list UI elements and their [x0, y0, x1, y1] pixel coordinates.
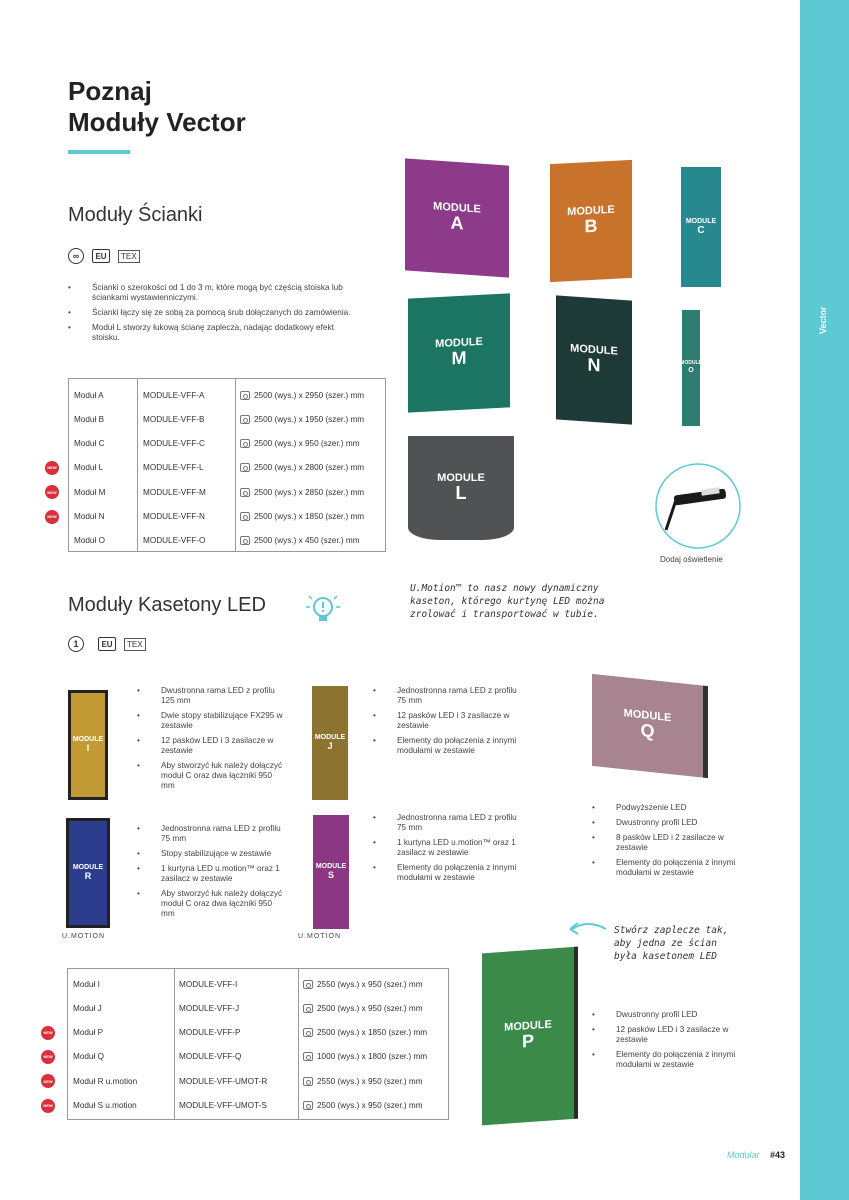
module-a-letter: A	[450, 212, 464, 234]
module-j-bullets	[373, 686, 523, 761]
dimension-icon	[240, 439, 250, 448]
module-dims-cell	[303, 1004, 423, 1013]
module-s-letter: S	[327, 869, 334, 880]
table-divider	[137, 379, 138, 551]
module-code-cell: MODULE-VFF-C	[143, 439, 205, 449]
dimension-icon	[303, 1077, 313, 1086]
list-item: • Dwie stopy stabilizujące FX295 w zestawie	[137, 711, 287, 731]
table-row	[68, 534, 360, 548]
dims-text: 2500 (wys.) x 2950 (szer.) mm	[254, 390, 365, 400]
module-r-label: MODULE	[72, 864, 104, 872]
module-name-cell: Moduł I	[73, 979, 100, 989]
dimension-icon	[303, 1101, 313, 1110]
new-badge: NEW	[41, 1074, 55, 1088]
module-m-panel	[408, 293, 510, 412]
module-dims-cell	[303, 1028, 427, 1037]
module-n-panel	[556, 295, 632, 424]
tex-cert-icon: TEX	[124, 638, 146, 651]
module-o-label: MODULE	[680, 360, 702, 367]
module-r-letter: R	[84, 870, 92, 881]
lighting-caption: Dodaj oświetlenie	[660, 555, 723, 564]
module-n-letter: N	[587, 354, 601, 376]
table-row	[68, 485, 365, 499]
dimension-icon	[240, 512, 250, 521]
module-code-cell: MODULE-VFF-N	[143, 512, 205, 521]
module-dims-cell	[240, 512, 364, 521]
list-item: • Dwustronny profil LED	[592, 1010, 752, 1020]
module-name-cell: Moduł J	[73, 1003, 102, 1013]
module-dims-cell	[240, 391, 364, 400]
module-j-label: MODULE	[314, 734, 346, 742]
list-item: • Jednostronna rama LED z profilu 75 mm	[137, 824, 287, 844]
module-i-label: MODULE	[72, 736, 104, 744]
module-j-letter: J	[327, 740, 333, 751]
module-q-label: MODULE	[623, 707, 672, 725]
dims-text: 2500 (wys.) x 1850 (szer.) mm	[254, 512, 365, 521]
dims-text: 2500 (wys.) x 2800 (szer.) mm	[254, 463, 365, 473]
module-q-bullets	[592, 803, 752, 883]
dims-text: 2550 (wys.) x 950 (szer.) mm	[317, 979, 423, 989]
module-b-panel	[550, 160, 632, 282]
module-name-cell: Moduł Q	[73, 1052, 104, 1062]
dimension-icon	[303, 1052, 313, 1061]
module-i-letter: I	[86, 742, 90, 753]
module-name-cell: Moduł S u.motion	[73, 1101, 137, 1110]
module-r-bullets	[137, 824, 287, 924]
new-badge: NEW	[41, 1026, 55, 1040]
dims-text: 1000 (wys.) x 1800 (szer.) mm	[317, 1052, 428, 1062]
list-item: • Elementy do połączenia z innymi modułami w zestawie	[373, 863, 523, 883]
module-name-cell: Moduł A	[74, 390, 104, 400]
module-p-bullets	[592, 1010, 752, 1075]
module-p-panel	[482, 947, 578, 1126]
module-c-letter: C	[697, 225, 705, 237]
lighting-image	[654, 462, 742, 550]
dimension-icon	[240, 463, 250, 472]
module-code-cell: MODULE-VFF-J	[179, 1003, 240, 1013]
module-dims-cell	[303, 1077, 423, 1086]
dims-text: 2500 (wys.) x 950 (szer.) mm	[254, 439, 360, 449]
module-s-label: MODULE	[315, 863, 347, 871]
module-m-letter: M	[451, 347, 467, 369]
module-code-cell: MODULE-VFF-Q	[179, 1052, 242, 1062]
module-code-cell: MODULE-VFF-A	[143, 390, 205, 400]
module-name-cell: Moduł N	[74, 512, 105, 521]
dimension-icon	[303, 1028, 313, 1037]
table-row	[67, 1050, 428, 1064]
dimension-icon	[240, 488, 250, 497]
module-dims-cell	[240, 536, 360, 545]
table-row	[68, 461, 365, 475]
section1-bullets	[68, 283, 358, 348]
module-dims-cell	[240, 463, 364, 472]
list-item: • Ścianki łączy się ze sobą za pomocą śrub dołączanych do zamówienia.	[68, 308, 358, 318]
umotion-note	[410, 582, 604, 621]
module-q-panel	[592, 674, 708, 778]
module-b-label: MODULE	[567, 203, 615, 219]
backwall-note-line: była kasetonem LED	[614, 951, 717, 962]
table-row	[68, 437, 360, 451]
module-code-cell: MODULE-VFF-UMOT-S	[179, 1101, 267, 1110]
list-item: • Aby stworzyć łuk należy dołączyć moduł C oraz dwa łączniki 950 mm	[137, 761, 287, 791]
module-i-panel	[68, 690, 108, 800]
module-code-cell: MODULE-VFF-O	[143, 536, 206, 546]
umotion-logo-r: U.MOTION	[62, 933, 105, 940]
list-item: • 12 pasków LED i 3 zasilacze w zestawie	[592, 1025, 752, 1045]
module-q-letter: Q	[640, 720, 655, 742]
list-item: • Elementy do połączenia z innymi modułami w zestawie	[373, 736, 523, 756]
section2-heading: Moduły Kasetony LED	[68, 594, 266, 616]
table-row	[68, 412, 365, 426]
dims-text: 2550 (wys.) x 950 (szer.) mm	[317, 1076, 423, 1086]
module-dims-cell	[303, 980, 423, 989]
list-item: • Jednostronna rama LED z profilu 75 mm	[373, 686, 523, 706]
dimension-icon	[303, 980, 313, 989]
module-code-cell: MODULE-VFF-P	[179, 1028, 241, 1038]
title-line1: Poznaj	[68, 76, 152, 106]
table-divider	[174, 969, 175, 1119]
title-underline	[68, 150, 130, 154]
module-dims-cell	[240, 488, 364, 497]
list-item: • 12 pasków LED i 3 zasilacze w zestawie	[137, 736, 287, 756]
module-l-panel	[408, 436, 514, 540]
table-row	[67, 1099, 423, 1113]
list-item: • Podwyższenie LED	[592, 803, 752, 813]
module-a-label: MODULE	[433, 200, 481, 216]
list-item: • Elementy do połączenia z innymi modułami w zestawie	[592, 1050, 752, 1070]
module-dims-cell	[240, 439, 360, 448]
side-label: Vector	[818, 306, 828, 334]
new-badge: NEW	[45, 461, 59, 475]
module-j-panel	[312, 686, 348, 800]
new-badge: NEW	[45, 510, 59, 524]
table-divider	[235, 379, 236, 551]
module-code-cell: MODULE-VFF-M	[143, 487, 206, 497]
module-i-bullets	[137, 686, 287, 796]
list-item: • Aby stworzyć łuk należy dołączyć moduł C oraz dwa łączniki 950 mm	[137, 889, 287, 919]
module-name-cell: Moduł M	[74, 487, 106, 497]
lightbulb-icon	[306, 591, 340, 627]
new-badge: NEW	[45, 485, 59, 499]
module-dims-cell	[240, 415, 364, 424]
table-row	[68, 388, 365, 402]
new-badge: NEW	[41, 1099, 55, 1113]
page-number: #43	[769, 1150, 785, 1160]
module-n-label: MODULE	[570, 342, 618, 358]
section1-heading: Moduły Ścianki	[68, 204, 203, 226]
dimension-icon	[240, 536, 250, 545]
new-badge: NEW	[41, 1050, 55, 1064]
one-year-cert-icon: 1	[68, 636, 84, 652]
umotion-note-line: U.Motion™ to nasz nowy dynamiczny	[410, 583, 599, 594]
list-item: • Moduł L stworzy łukową ścianę zaplecza, nadając dodatkowy efekt stoisku.	[68, 323, 358, 343]
module-name-cell: Moduł C	[74, 439, 105, 449]
dimension-icon	[240, 415, 250, 424]
dims-text: 2500 (wys.) x 450 (szer.) mm	[254, 536, 360, 546]
module-name-cell: Moduł B	[74, 414, 105, 424]
module-dims-cell	[303, 1101, 423, 1110]
list-item: • Dwustronny profil LED	[592, 818, 752, 828]
umotion-note-line: kaseton, którego kurtynę LED można	[410, 596, 605, 607]
module-name-cell: Moduł L	[74, 463, 104, 473]
dims-text: 2500 (wys.) x 1950 (szer.) mm	[254, 414, 365, 424]
eu-cert-icon: EU	[92, 249, 110, 263]
module-name-cell: Moduł P	[73, 1028, 104, 1038]
dimension-icon	[240, 391, 250, 400]
module-b-letter: B	[584, 215, 598, 237]
table-row	[67, 1026, 428, 1040]
backwall-note-line: Stwórz zaplecze tak,	[614, 925, 729, 936]
side-color-bar	[800, 0, 849, 1200]
module-p-letter: P	[521, 1030, 534, 1052]
module-r-panel	[66, 818, 110, 928]
led-spec-table	[67, 968, 449, 1120]
dims-text: 2500 (wys.) x 950 (szer.) mm	[317, 1101, 423, 1110]
module-code-cell: MODULE-VFF-I	[179, 979, 238, 989]
infinity-cert-icon: ∞	[68, 248, 84, 264]
backwall-note	[614, 924, 728, 963]
module-dims-cell	[303, 1052, 427, 1061]
curved-arrow-icon	[566, 917, 608, 939]
module-name-cell: Moduł R u.motion	[73, 1076, 138, 1086]
module-a-panel	[405, 158, 509, 277]
section2-certs	[68, 636, 146, 652]
table-row	[67, 977, 423, 991]
module-c-panel	[681, 167, 721, 287]
module-l-label: MODULE	[437, 472, 485, 485]
module-name-cell: Moduł O	[74, 536, 105, 546]
module-code-cell: MODULE-VFF-L	[143, 463, 204, 473]
module-o-panel	[682, 310, 700, 426]
backwall-note-line: aby jedna ze ścian	[614, 938, 717, 949]
list-item: • Stopy stabilizujące w zestawie	[137, 849, 287, 859]
list-item: • 1 kurtyna LED u.motion™ oraz 1 zasilacz w zestawie	[137, 864, 287, 884]
page-footer	[727, 1150, 785, 1160]
list-item: • 1 kurtyna LED u.motion™ oraz 1 zasilacz w zestawie	[373, 838, 523, 858]
module-code-cell: MODULE-VFF-B	[143, 414, 205, 424]
section1-certs	[68, 248, 140, 264]
dims-text: 2500 (wys.) x 950 (szer.) mm	[317, 1003, 423, 1013]
module-l-letter: L	[455, 483, 467, 504]
umotion-note-line: zrolować i transportować w tubie.	[410, 609, 599, 620]
dimension-icon	[303, 1004, 313, 1013]
module-code-cell: MODULE-VFF-UMOT-R	[179, 1076, 268, 1086]
list-item: • 8 pasków LED i 2 zasilacze w zestawie	[592, 833, 752, 853]
list-item: • Dwustronna rama LED z profilu 125 mm	[137, 686, 287, 706]
module-m-label: MODULE	[435, 335, 483, 351]
module-o-letter: O	[688, 366, 694, 374]
dims-text: 2500 (wys.) x 1850 (szer.) mm	[317, 1028, 428, 1038]
module-c-label: MODULE	[685, 217, 717, 225]
module-p-label: MODULE	[504, 1018, 552, 1034]
list-item: • Ścianki o szerokości od 1 do 3 m, które mogą być częścią stoiska lub ściankami wystawienniczymi.	[68, 283, 358, 303]
page-title	[68, 76, 246, 138]
list-item: • 12 pasków LED i 3 zasilacze w zestawie	[373, 711, 523, 731]
table-row	[67, 1001, 423, 1015]
dims-text: 2500 (wys.) x 2850 (szer.) mm	[254, 487, 365, 497]
list-item: • Jednostronna rama LED z profilu 75 mm	[373, 813, 523, 833]
tex-cert-icon: TEX	[118, 250, 140, 263]
module-s-panel	[313, 815, 349, 929]
list-item: • Elementy do połączenia z innymi modułami w zestawie	[592, 858, 752, 878]
title-line2: Moduły Vector	[68, 107, 246, 137]
module-s-bullets	[373, 813, 523, 888]
table-row	[67, 1074, 423, 1088]
eu-cert-icon: EU	[98, 637, 116, 651]
side-label-wrap	[814, 300, 834, 340]
footer-category: Modular	[726, 1150, 760, 1160]
table-row	[68, 510, 365, 524]
table-divider	[298, 969, 299, 1119]
umotion-logo-s: U.MOTION	[298, 933, 341, 940]
